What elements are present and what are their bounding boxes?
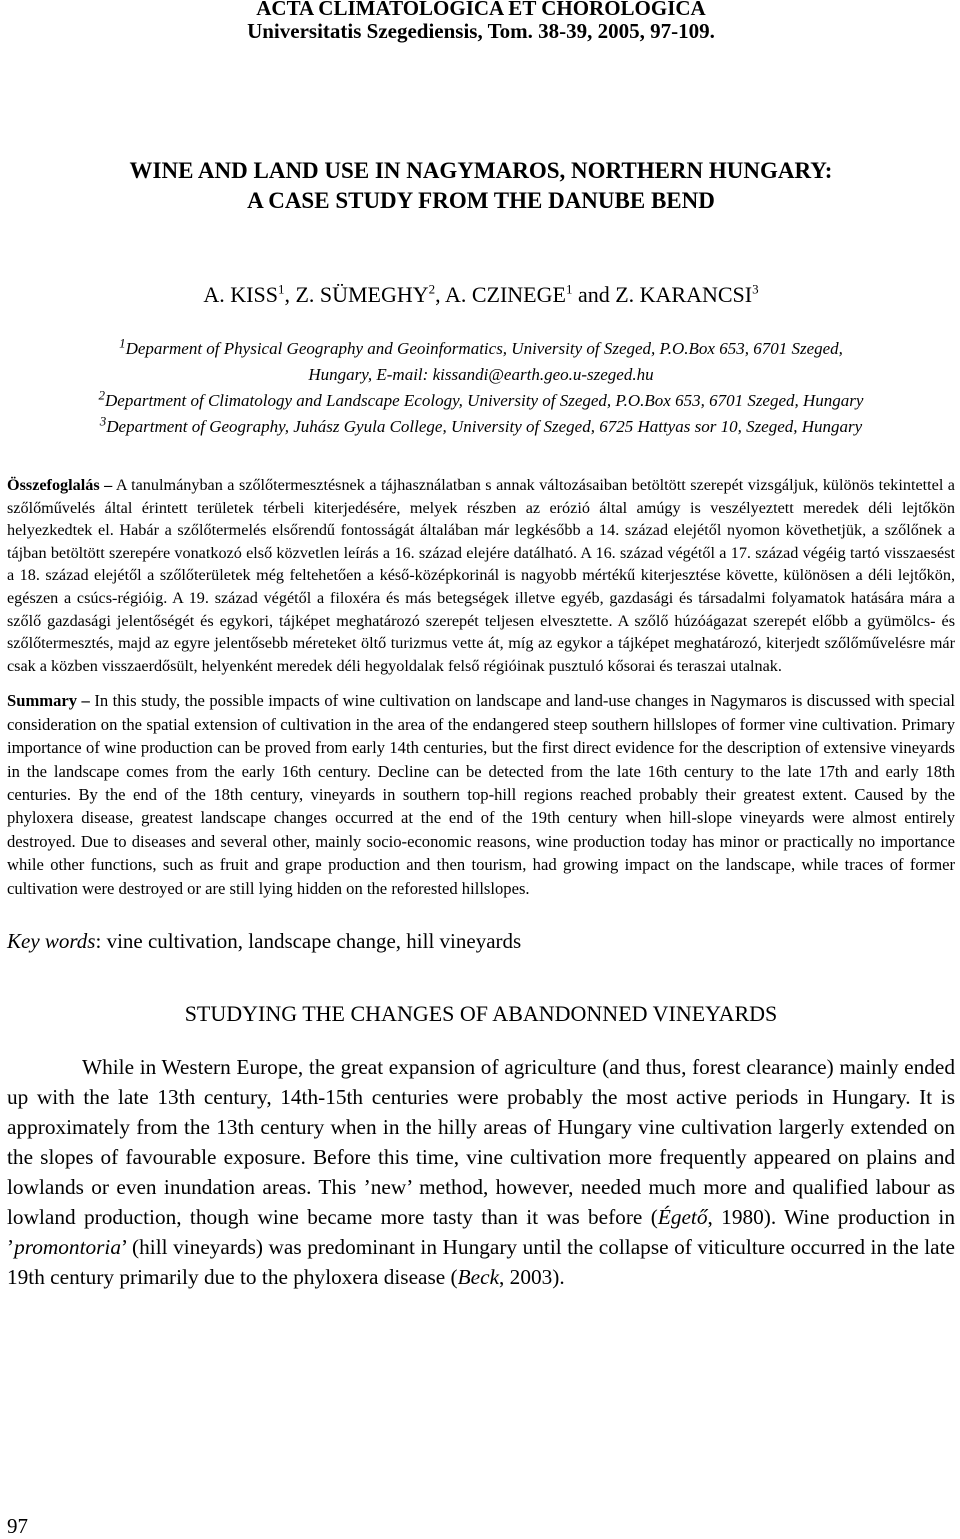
section-heading: STUDYING THE CHANGES OF ABANDONNED VINEYARDS [184, 1001, 778, 1026]
body-text-part: While in Western Europe, the great expansion of agriculture (and thus, forest clearance) mainly ended up with the late 13th century, 14th-15th centuries were probably the most active periods in Hungary. It is approximately from the 13th century when in the hilly areas of Hungary vine cultivation largerly extended on the slopes of favourable exposure. Before this time, vine cultivation more frequently appeared on plains and lowlands or even inundation areas. This ’new’ method, however, needed much more and qualified labour as lowland production, though wine became more tasty than it was before ( [7, 1055, 955, 1229]
keywords [7, 928, 955, 954]
body-text-part: , 2003). [499, 1265, 565, 1289]
author-affiliation-mark: 1 [277, 281, 285, 297]
author-name: Z. SÜMEGHY [295, 282, 429, 307]
author-separator: , [284, 282, 296, 307]
body-paragraph [7, 1052, 955, 1292]
affiliation-text: Deparment of Physical Geography and Geoinformatics, University of Szeged, P.O.Box 653, 6701 Szeged, [125, 339, 843, 358]
keywords-text: : vine cultivation, landscape change, hill vineyards [95, 929, 522, 953]
page-number: 97 [7, 1514, 28, 1538]
abstract-hu-label: Összefoglalás – [7, 476, 113, 494]
author-separator: and [572, 282, 616, 307]
journal-header [7, 0, 955, 43]
paper-title [7, 156, 955, 216]
affiliation-2 [7, 388, 955, 414]
affiliations [7, 336, 955, 440]
affiliation-mark: 1 [119, 335, 126, 351]
affiliation-text: Department of Geography, Juhász Gyula College, University of Szeged, 6725 Hattyas sor 10, Szeged, Hungary [106, 417, 863, 436]
keywords-label: Key words [7, 929, 96, 953]
author-name: A. CZINEGE [444, 282, 566, 307]
abstract-en-label: Summary – [7, 691, 90, 711]
title-line-1: WINE AND LAND USE IN NAGYMAROS, NORTHERN HUNGARY: [129, 158, 833, 183]
abstract-hungarian [7, 474, 955, 677]
author-name: Z. KARANCSI [615, 282, 753, 307]
author-separator: , [435, 282, 445, 307]
title-line-2: A CASE STUDY FROM THE DANUBE BEND [247, 188, 715, 213]
journal-name: ACTA CLIMATOLOGICA ET CHOROLOGICA [256, 0, 706, 20]
author-affiliation-mark: 2 [428, 281, 436, 297]
affiliation-mark: 3 [99, 413, 107, 429]
abstract-hu-text: A tanulmányban a szőlőtermesztésnek a tájhasználatban s annak változásaiban betöltött szerepét vizsgáljuk, különös tekintettel a szőlőművelés által érintett területek térbeli kiterjedésére, melyek részben az erózió által amúgy is veszélyeztett meredek déli lejtőkön helyezkedtek el. Habár a szőlőtermelés elsőrendű fontosságát általában már legkésőbb a 14. század elejétől nyomon követhetjük, a szőlőnek a tájban betöltött szerepére vonatkozó első közvetlen leírás a 16. század elejére datálható. A 16. század végétől a 17. század végéig tartó visszaesést a 18. század elejétől a szőlőterületek még feltehetően a késő-középkorinál is nagyobb mértékű kiterjesztése követte, különösen a déli lejtőkön, egészen a csúcs-régióig. A 19. század végétől a filoxéra és más betegségek illetve egyéb, gazdasági és társadalmi folyamatok hatására mára a szőlő gazdasági jelentőségét és egykori, tájképet meghatározó szerepét teljesen elvesztette. A szőlő húzóágazat szerepét előbb a gyümölcs- és szőlőtermesztés, majd az egyre jelentősebb méreteket öltő turizmus vette át, míg az egykor a tájképet meghatározó, kiterjedt szőlőművelésre már csak a közben visszaerdősült, helyenként meredek déli hegyoldalak felső régióinak pusztuló kősorai és teraszai utalnak. [7, 476, 955, 675]
paper-page [7, 0, 955, 1292]
affiliation-1 [7, 336, 955, 362]
citation-author: Égető [657, 1205, 708, 1229]
abstract-english [7, 689, 955, 900]
body-text-part: ’ (hill vineyards) was predominant in Hungary until the collapse of viticulture occurred in the late 19th century primarily due to the phyloxera disease ( [7, 1235, 955, 1289]
abstract-en-text: In this study, the possible impacts of wine cultivation on landscape and land-use changes in Nagymaros is discussed with special consideration on the spatial extension of cultivation in the area of the endangered steep southern hillslopes of former vine cultivation. Primary importance of wine production can be proved from early 14th centuries, but the first direct evidence for the description of extensive vineyards in the landscape comes from the early 16th century. Decline can be detected from the late 16th century to the late 17th and early 18th centuries. By the end of the 18th century, vineyards in southern top-hill regions reached probably their greatest extent. Caused by the phyloxera disease, greatest landscape changes occurred at the end of the 19th century when hill-slope vineyards were almost entirely destroyed. Due to diseases and several other, mainly socio-economic reasons, wine production today has minor or practically no importance while other functions, such as fruit and grape production and then tourism, had growing impact on the landscape, while traces of former cultivation were destroyed or are still lying hidden on the reforested hillslopes. [7, 691, 955, 898]
journal-issue: Universitatis Szegediensis, Tom. 38-39, 2005, 97-109. [247, 19, 715, 43]
latin-term: promontoria [14, 1235, 121, 1259]
affiliation-1-contact: Hungary, E-mail: kissandi@earth.geo.u-szeged.hu [308, 365, 654, 384]
citation-author: Beck [457, 1265, 500, 1289]
author-name: A. KISS [203, 282, 278, 307]
affiliation-mark: 2 [98, 387, 106, 403]
affiliation-text: Department of Climatology and Landscape Ecology, University of Szeged, P.O.Box 653, 6701 Szeged, Hungary [105, 391, 864, 410]
author-affiliation-mark: 1 [565, 281, 573, 297]
body-text-part: , 1980). Wine production in ’ [7, 1205, 955, 1259]
author-affiliation-mark: 3 [752, 281, 759, 297]
author-list [7, 282, 955, 308]
affiliation-3 [7, 414, 955, 440]
